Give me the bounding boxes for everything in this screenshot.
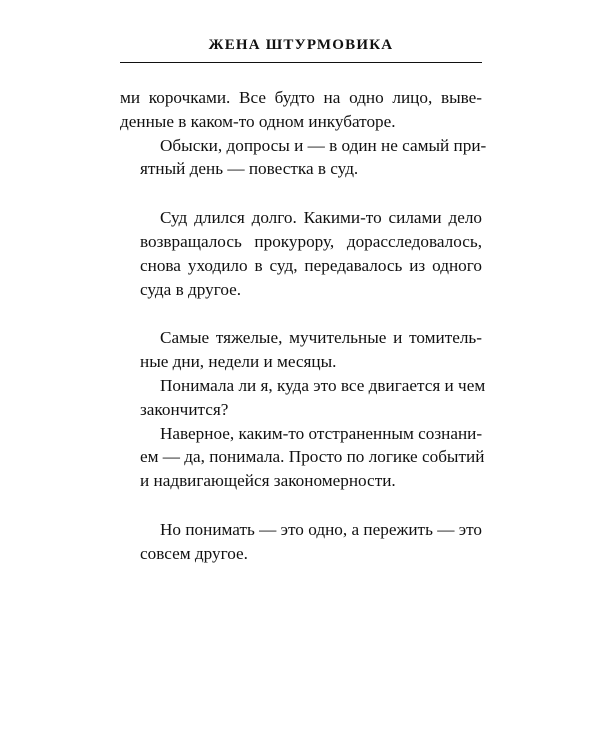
text-line: Но понимать — это одно, а пережить — это — [160, 519, 482, 539]
text-line: ные дни, недели и месяцы. — [140, 352, 337, 372]
text-line: возвращалось прокурору, дорасследовалось, — [140, 231, 482, 251]
section-gap — [120, 301, 482, 326]
text-line: Обыски, допросы и — в один не самый при- — [160, 135, 487, 155]
text-line: Понимала ли я, куда это все двигается и чем — [160, 375, 486, 395]
text-line: Наверное, каким-то отстраненным сознани- — [160, 423, 483, 443]
section-gap — [120, 493, 482, 518]
paragraph-1 — [120, 86, 482, 134]
paragraph-7 — [120, 518, 482, 566]
page-body — [120, 86, 487, 566]
text-line: снова уходило в суд, передавалось из одного — [140, 255, 482, 275]
header-rule — [120, 62, 482, 63]
running-header — [120, 36, 482, 63]
running-header-title: ЖЕНА ШТУРМОВИКА — [208, 37, 394, 53]
paragraph-5 — [120, 374, 486, 422]
text-line: закончится? — [140, 399, 229, 419]
text-line: денные в каком-то одном инкубаторе. — [120, 111, 396, 131]
text-line: ем — да, понимала. Просто по логике событий — [140, 447, 485, 467]
text-line: Самые тяжелые, мучительные и томитель- — [160, 328, 482, 348]
text-line: суда в другое. — [140, 279, 242, 299]
text-line: ятный день — повестка в суд. — [140, 159, 359, 179]
paragraph-2 — [120, 134, 487, 182]
section-gap — [120, 181, 482, 206]
text-line: ми корочками. Все будто на одно лицо, выве- — [120, 88, 482, 107]
paragraph-4 — [120, 326, 482, 374]
paragraph-6 — [120, 422, 485, 493]
text-line: и надвигающейся закономерности. — [140, 471, 396, 491]
text-line: совсем другое. — [140, 543, 248, 563]
text-line: Суд длился долго. Какими-то силами дело — [160, 208, 482, 228]
paragraph-3 — [120, 206, 482, 301]
